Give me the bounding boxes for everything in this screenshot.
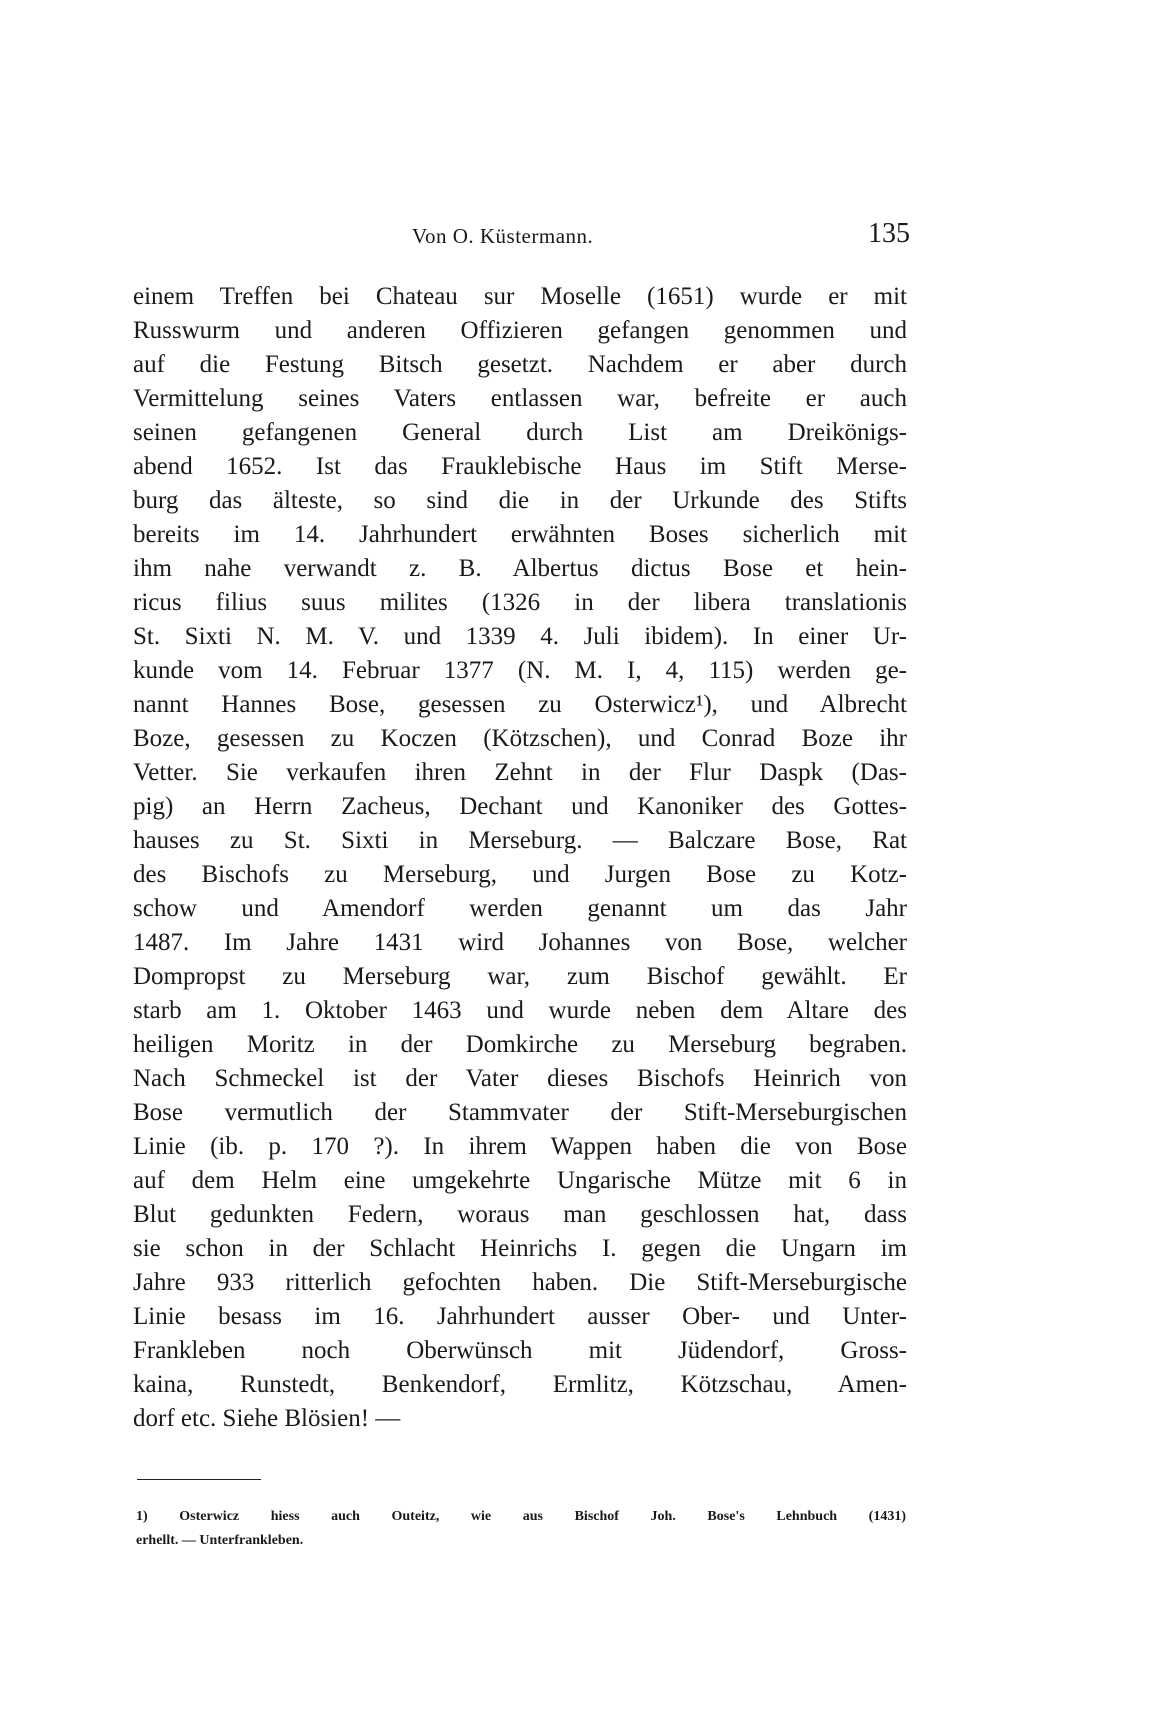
text-line: auf die Festung Bitsch gesetzt. Nachdem er aber durch bbox=[133, 351, 907, 378]
text-line: Vermittelung seines Vaters entlassen war, befreite er auch bbox=[133, 385, 907, 412]
footnote-divider bbox=[137, 1479, 261, 1480]
text-line: 1487. Im Jahre 1431 wird Johannes von Bose, welcher bbox=[133, 929, 907, 956]
text-line: starb am 1. Oktober 1463 und wurde neben dem Altare des bbox=[133, 997, 907, 1024]
text-line: Linie (ib. p. 170 ?). In ihrem Wappen haben die von Bose bbox=[133, 1133, 907, 1160]
text-line: auf dem Helm eine umgekehrte Ungarische Mütze mit 6 in bbox=[133, 1167, 907, 1194]
text-line: Jahre 933 ritterlich gefochten haben. Die Stift-Merseburgische bbox=[133, 1269, 907, 1296]
text-line: schow und Amendorf werden genannt um das Jahr bbox=[133, 895, 907, 922]
text-line: seinen gefangenen General durch List am Dreikönigs- bbox=[133, 419, 907, 446]
text-line: abend 1652. Ist das Frauklebische Haus im Stift Merse- bbox=[133, 453, 907, 480]
text-line: Nach Schmeckel ist der Vater dieses Bischofs Heinrich von bbox=[133, 1065, 907, 1092]
text-line: Frankleben noch Oberwünsch mit Jüdendorf, Gross- bbox=[133, 1337, 907, 1364]
text-line: Blut gedunkten Federn, woraus man geschlossen hat, dass bbox=[133, 1201, 907, 1228]
text-line: St. Sixti N. M. V. und 1339 4. Juli ibidem). In einer Ur- bbox=[133, 623, 907, 650]
text-line: Vetter. Sie verkaufen ihren Zehnt in der Flur Daspk (Das- bbox=[133, 759, 907, 786]
text-line: kunde vom 14. Februar 1377 (N. M. I, 4, 115) werden ge- bbox=[133, 657, 907, 684]
text-line: des Bischofs zu Merseburg, und Jurgen Bose zu Kotz- bbox=[133, 861, 907, 888]
text-line: burg das älteste, so sind die in der Urkunde des Stifts bbox=[133, 487, 907, 514]
text-line: kaina, Runstedt, Benkendorf, Ermlitz, Kötzschau, Amen- bbox=[133, 1371, 907, 1398]
page-number: 135 bbox=[868, 218, 910, 249]
text-line: Russwurm und anderen Offizieren gefangen genommen und bbox=[133, 317, 907, 344]
text-line: heiligen Moritz in der Domkirche zu Merseburg begraben. bbox=[133, 1031, 907, 1058]
footnote-line: 1) Osterwicz hiess auch Outeitz, wie aus Bischof Joh. Bose's Lehnbuch (1431) bbox=[136, 1509, 906, 1524]
text-line: ihm nahe verwandt z. B. Albertus dictus Bose et hein- bbox=[133, 555, 907, 582]
text-line: sie schon in der Schlacht Heinrichs I. gegen die Ungarn im bbox=[133, 1235, 907, 1262]
text-line: Linie besass im 16. Jahrhundert ausser Ober- und Unter- bbox=[133, 1303, 907, 1330]
text-line: nannt Hannes Bose, gesessen zu Osterwicz¹), und Albrecht bbox=[133, 691, 907, 718]
text-line: Bose vermutlich der Stammvater der Stift-Merseburgischen bbox=[133, 1099, 907, 1126]
footnote-line: erhellt. — Unterfrankleben. bbox=[136, 1533, 304, 1548]
text-line: bereits im 14. Jahrhundert erwähnten Boses sicherlich mit bbox=[133, 521, 907, 548]
text-line-last: dorf etc. Siehe Blösien! — bbox=[133, 1405, 401, 1432]
text-line: Dompropst zu Merseburg war, zum Bischof gewählt. Er bbox=[133, 963, 907, 990]
text-line: einem Treffen bei Chateau sur Moselle (1651) wurde er mit bbox=[133, 283, 907, 310]
running-title: Von O. Küstermann. bbox=[412, 224, 594, 248]
body-text bbox=[133, 280, 907, 1436]
running-head bbox=[0, 218, 1173, 262]
text-line: hauses zu St. Sixti in Merseburg. — Balczare Bose, Rat bbox=[133, 827, 907, 854]
footnotes bbox=[136, 1505, 906, 1553]
text-line: Boze, gesessen zu Koczen (Kötzschen), und Conrad Boze ihr bbox=[133, 725, 907, 752]
text-line: pig) an Herrn Zacheus, Dechant und Kanoniker des Gottes- bbox=[133, 793, 907, 820]
text-line: ricus filius suus milites (1326 in der libera translationis bbox=[133, 589, 907, 616]
